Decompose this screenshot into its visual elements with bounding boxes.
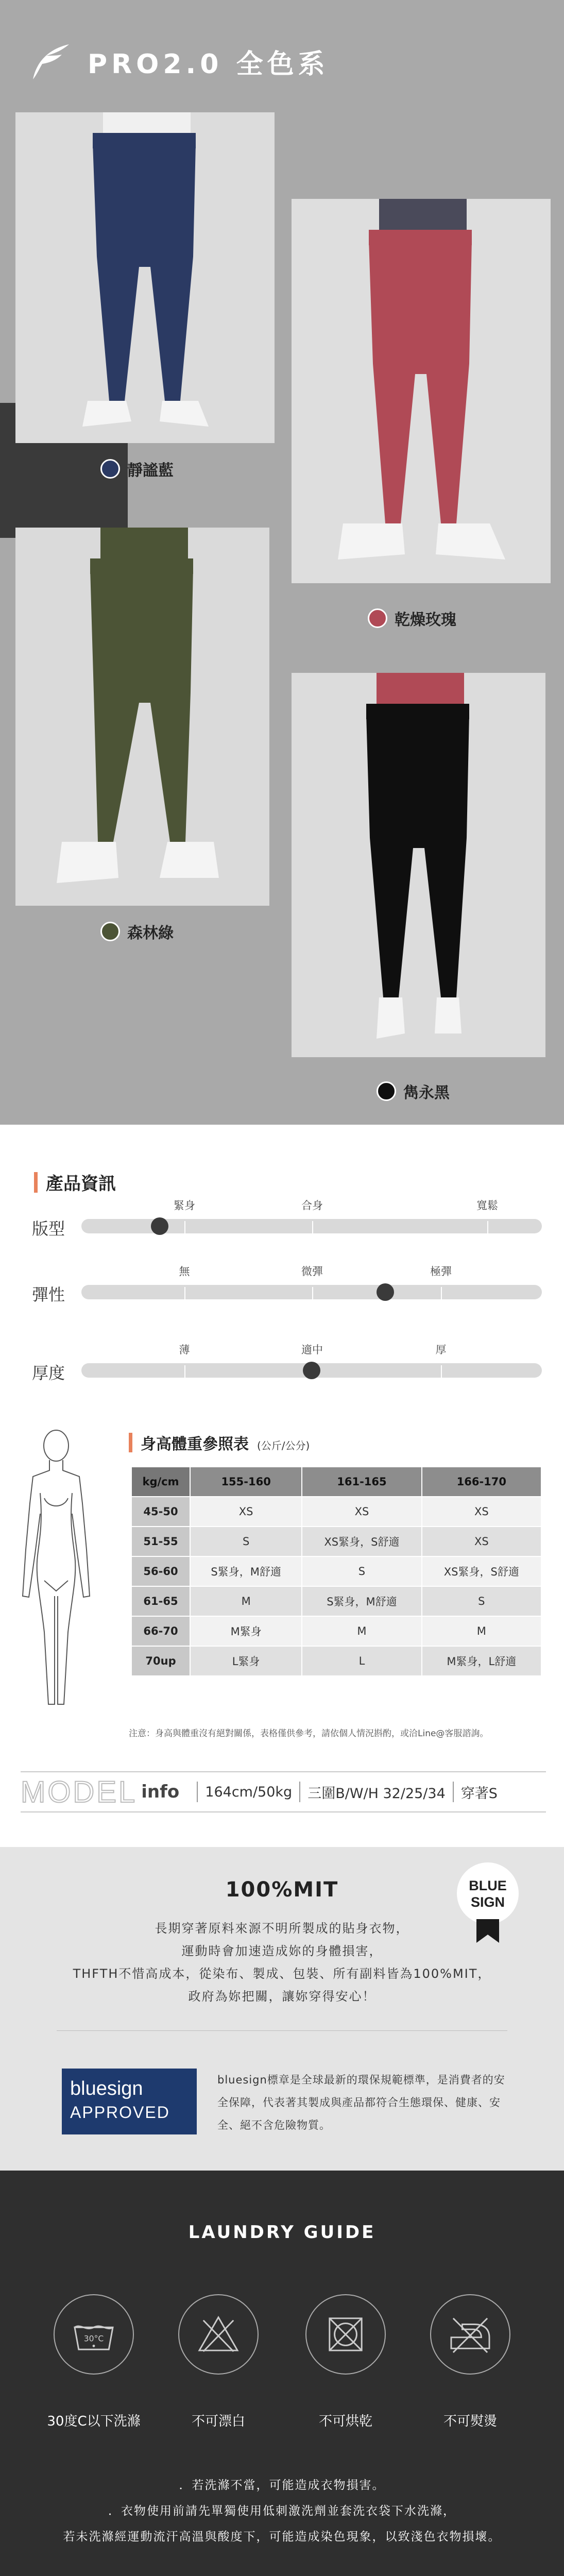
elasticity-indicator — [377, 1283, 394, 1301]
size-chart-note: 注意：身高與體重沒有絕對關係，表格僅供參考，請依個人情況斟酌，或洽Line@客服諮詢。 — [129, 1728, 489, 1739]
badge-line-1: BLUE — [469, 1878, 507, 1893]
size-cell: XS — [302, 1497, 421, 1527]
size-cell: S — [422, 1586, 541, 1616]
elasticity-scale — [32, 1260, 542, 1317]
wash-30c-icon — [54, 2294, 134, 2375]
product-info-title: 產品資訊 — [46, 1174, 116, 1194]
color-swatch-green[interactable] — [100, 920, 174, 943]
fit-label: 版型 — [32, 1219, 65, 1239]
color-name-navy: 靜謐藍 — [127, 462, 174, 480]
header-cell: 161-165 — [302, 1467, 421, 1497]
mit-title: 100%MIT — [225, 1878, 339, 1902]
thickness-label: 厚度 — [32, 1363, 65, 1383]
table-row — [131, 1556, 541, 1586]
color-dot-navy — [100, 459, 120, 479]
mit-text-line: 運動時會加速造成妳的身體損害， — [181, 1944, 383, 1958]
elasticity-tick-label: 微彈 — [301, 1265, 323, 1278]
fit-scale — [32, 1194, 542, 1251]
mit-text-line: THFTH不惜高成本，從染布、製成、包裝、所有副料皆為100%MIT， — [73, 1967, 491, 1981]
fit-tick-label: 緊身 — [174, 1199, 195, 1212]
size-cell: XS緊身，S舒適 — [422, 1556, 541, 1586]
divider — [453, 1782, 454, 1802]
size-table-header — [131, 1467, 541, 1497]
size-cell: M — [190, 1586, 302, 1616]
series-title: PRO2.0 全色系 — [88, 49, 329, 80]
no-bleach-label: 不可漂白 — [191, 2414, 246, 2429]
table-row — [131, 1527, 541, 1556]
elasticity-tick — [184, 1287, 185, 1299]
elasticity-tick — [441, 1287, 442, 1299]
color-name-rose: 乾燥玫瑰 — [395, 611, 456, 629]
thickness-tick — [184, 1365, 185, 1378]
no-iron-icon — [430, 2294, 510, 2375]
weight-cell: 70up — [131, 1646, 190, 1676]
color-name-green: 森林綠 — [127, 924, 174, 942]
table-row — [131, 1497, 541, 1527]
laundry-title: LAUNDRY GUIDE — [188, 2222, 376, 2243]
wash-30c-label: 30度C以下洗滌 — [47, 2414, 141, 2429]
bluesign-description: bluesign標章是全球最新的環保規範標準，是消費者的安全保障，代表著其製成與產品都符合生態環保、健康、安全、絕不含危險物質。 — [217, 2074, 505, 2131]
mit-section — [0, 1847, 564, 2171]
size-chart-title: 身高體重參照表 — [141, 1435, 249, 1453]
size-cell: S — [190, 1527, 302, 1556]
model-height-weight: 164cm/50kg — [205, 1784, 293, 1800]
model-info-row — [21, 1771, 546, 1812]
weight-cell: 56-60 — [131, 1556, 190, 1586]
no-tumble-dry-icon — [305, 2294, 386, 2375]
size-chart-heading — [129, 1431, 310, 1454]
divider — [299, 1782, 300, 1802]
weight-cell: 61-65 — [131, 1586, 190, 1616]
color-swatch-rose[interactable] — [368, 607, 456, 630]
thickness-indicator — [303, 1362, 320, 1379]
fit-tick — [312, 1221, 313, 1233]
size-cell: XS緊身，S舒適 — [302, 1527, 421, 1556]
product-photo-black — [292, 673, 545, 1057]
thickness-tick-label: 薄 — [179, 1344, 190, 1356]
bluesign-badge-icon — [456, 1861, 520, 1944]
color-swatch-black[interactable] — [377, 1080, 450, 1103]
product-photo-rose — [292, 199, 551, 583]
color-name-black: 雋永黑 — [403, 1084, 450, 1102]
header-cell: 155-160 — [190, 1467, 302, 1497]
size-cell: M緊身 — [190, 1616, 302, 1646]
header-cell: kg/cm — [131, 1467, 190, 1497]
bluesign-logo-sub: APPROVED — [70, 2103, 170, 2122]
size-chart-unit: (公斤/公分) — [257, 1439, 310, 1452]
thickness-scale — [32, 1338, 542, 1395]
size-cell: M緊身，L舒適 — [422, 1646, 541, 1676]
color-dot-rose — [368, 608, 387, 628]
thickness-tick — [441, 1365, 442, 1378]
size-cell: S — [302, 1556, 421, 1586]
size-cell: XS — [422, 1527, 541, 1556]
size-cell: S緊身，M舒適 — [302, 1586, 421, 1616]
color-dot-black — [377, 1081, 396, 1101]
care-note: 若未洗滌經運動流汗高溫與酸度下，可能造成染色現象，以致淺色衣物損壞。 — [63, 2530, 501, 2544]
size-cell: S緊身，M舒適 — [190, 1556, 302, 1586]
product-photo-green — [15, 528, 269, 906]
product-info-heading — [34, 1170, 116, 1195]
elasticity-label: 彈性 — [32, 1285, 65, 1304]
care-note: ．衣物使用前請先單獨使用低刺激洗劑並套洗衣袋下水洗滌， — [108, 2504, 456, 2518]
weight-cell: 66-70 — [131, 1616, 190, 1646]
no-bleach-icon — [178, 2294, 259, 2375]
bluesign-logo-word: bluesign — [70, 2078, 143, 2099]
size-cell: XS — [422, 1497, 541, 1527]
elasticity-tick-label: 無 — [179, 1265, 190, 1278]
laundry-section — [0, 2171, 564, 2576]
model-word: MODEL — [21, 1775, 138, 1809]
model-measurements: 三圍B/W/H 32/25/34 — [307, 1785, 446, 1802]
size-table — [131, 1466, 542, 1676]
heading-accent — [34, 1172, 38, 1193]
body-figure-icon — [18, 1426, 95, 1715]
wash-temperature: 30°C — [83, 2334, 104, 2344]
table-row — [131, 1616, 541, 1646]
brand-logo-icon — [31, 43, 70, 80]
color-dot-green — [100, 922, 120, 941]
header — [31, 42, 329, 81]
bluesign-logo — [62, 2069, 197, 2134]
size-cell: XS — [190, 1497, 302, 1527]
table-row — [131, 1586, 541, 1616]
size-cell: M — [422, 1616, 541, 1646]
mit-text-line: 長期穿著原料來源不明所製成的貼身衣物， — [155, 1921, 409, 1936]
fit-indicator — [151, 1217, 168, 1235]
table-row — [131, 1646, 541, 1676]
heading-accent — [129, 1433, 132, 1452]
care-note: ．若洗滌不當，可能造成衣物損害。 — [179, 2479, 385, 2492]
weight-cell: 51-55 — [131, 1527, 190, 1556]
thickness-tick-label: 適中 — [301, 1344, 323, 1356]
product-photo-navy — [15, 112, 275, 443]
header-cell: 166-170 — [422, 1467, 541, 1497]
section-divider — [57, 2030, 507, 2031]
fit-tick-label: 寬鬆 — [476, 1199, 498, 1212]
mit-text-line: 政府為妳把關，讓妳穿得安心！ — [188, 1989, 376, 2004]
no-iron-label: 不可熨燙 — [443, 2414, 498, 2429]
elasticity-tick-label: 極彈 — [430, 1265, 452, 1278]
elasticity-tick — [312, 1287, 313, 1299]
fit-tick-label: 合身 — [301, 1199, 323, 1212]
fit-tick — [487, 1221, 488, 1233]
thickness-tick-label: 厚 — [435, 1344, 447, 1356]
fit-tick — [184, 1221, 185, 1233]
color-section — [0, 0, 564, 1125]
divider — [197, 1782, 198, 1802]
weight-cell: 45-50 — [131, 1497, 190, 1527]
model-info-label: info — [141, 1782, 180, 1802]
size-cell: L — [302, 1646, 421, 1676]
size-cell: L緊身 — [190, 1646, 302, 1676]
elasticity-track — [81, 1285, 542, 1299]
badge-line-2: SIGN — [470, 1894, 505, 1910]
no-tumble-dry-label: 不可烘乾 — [318, 2414, 373, 2429]
color-swatch-navy[interactable] — [100, 457, 174, 480]
size-cell: M — [302, 1616, 421, 1646]
model-size-worn: 穿著S — [460, 1785, 498, 1802]
